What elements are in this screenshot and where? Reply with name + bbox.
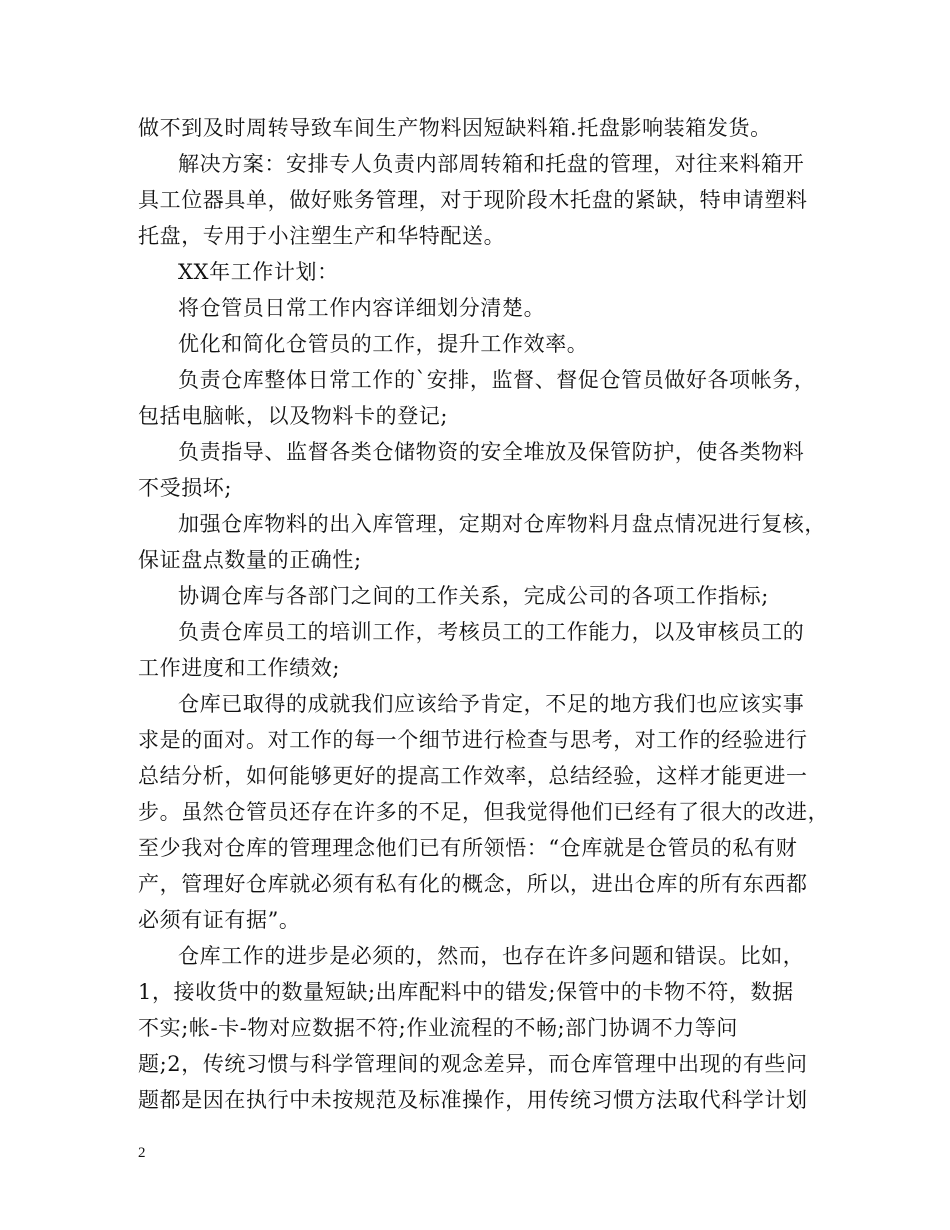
text-line: 负责仓库整体日常工作的`安排，监督、督促仓管员做好各项帐务， — [178, 368, 816, 392]
text-line: 保证盘点数量的正确性; — [138, 548, 362, 572]
text-line: 题都是因在执行中未按规范及标准操作，用传统习惯方法取代科学计划 — [138, 1088, 808, 1112]
text-line: 将仓管员日常工作内容详细划分清楚。 — [178, 296, 546, 320]
text-line: 至少我对仓库的管理理念他们已有所领悟：“仓库就是仓管员的私有财 — [138, 836, 798, 860]
text-line: 总结分析，如何能够更好的提高工作效率，总结经验，这样才能更进一 — [138, 764, 808, 788]
text-line: 不实;帐-卡-物对应数据不符;作业流程的不畅;部门协调不力等问 — [138, 1016, 739, 1040]
text-line: 仓库已取得的成就我们应该给予肯定，不足的地方我们也应该实事 — [178, 692, 805, 716]
text-line: 必须有证有据”。 — [138, 908, 301, 932]
text-line: 包括电脑帐，以及物料卡的登记; — [138, 404, 449, 428]
text-line: 做不到及时周转导致车间生产物料因短缺料箱.托盘影响装箱发货。 — [138, 116, 772, 140]
text-line: 加强仓库物料的出入库管理，定期对仓库物料月盘点情况进行复核， — [178, 512, 826, 536]
text-line: 协调仓库与各部门之间的工作关系，完成公司的各项工作指标; — [178, 584, 769, 608]
text-line: 具工位器具单，做好账务管理，对于现阶段木托盘的紧缺，特申请塑料 — [138, 188, 808, 212]
text-line: 步。虽然仓管员还存在许多的不足，但我觉得他们已经有了很大的改进， — [138, 800, 830, 824]
text-line: 工作进度和工作绩效; — [138, 656, 341, 680]
text-line: 优化和简化仓管员的工作，提升工作效率。 — [178, 332, 589, 356]
text-line: 仓库工作的进步是必须的，然而，也存在许多问题和错误。比如， — [178, 944, 805, 968]
page-number: 2 — [138, 1145, 146, 1161]
text-line: 不受损坏; — [138, 476, 233, 500]
text-line: 1，接收货中的数量短缺;出库配料中的错发;保管中的卡物不符，数据 — [138, 980, 794, 1004]
text-line: 题;2，传统习惯与科学管理间的观念差异，而仓库管理中出现的有些问 — [138, 1052, 808, 1076]
text-line: 解决方案：安排专人负责内部周转箱和托盘的管理，对往来料箱开 — [178, 152, 805, 176]
text-line: 负责指导、监督各类仓储物资的安全堆放及保管防护，使各类物料 — [178, 440, 805, 464]
text-line: 产，管理好仓库就必须有私有化的概念，所以，进出仓库的所有东西都 — [138, 872, 808, 896]
text-line: 求是的面对。对工作的每一个细节进行检查与思考，对工作的经验进行 — [138, 728, 808, 752]
text-line: XX年工作计划： — [178, 260, 339, 284]
text-line: 负责仓库员工的培训工作，考核员工的工作能力，以及审核员工的 — [178, 620, 805, 644]
document-body — [138, 110, 830, 1118]
text-line: 托盘，专用于小注塑生产和华特配送。 — [138, 224, 506, 248]
